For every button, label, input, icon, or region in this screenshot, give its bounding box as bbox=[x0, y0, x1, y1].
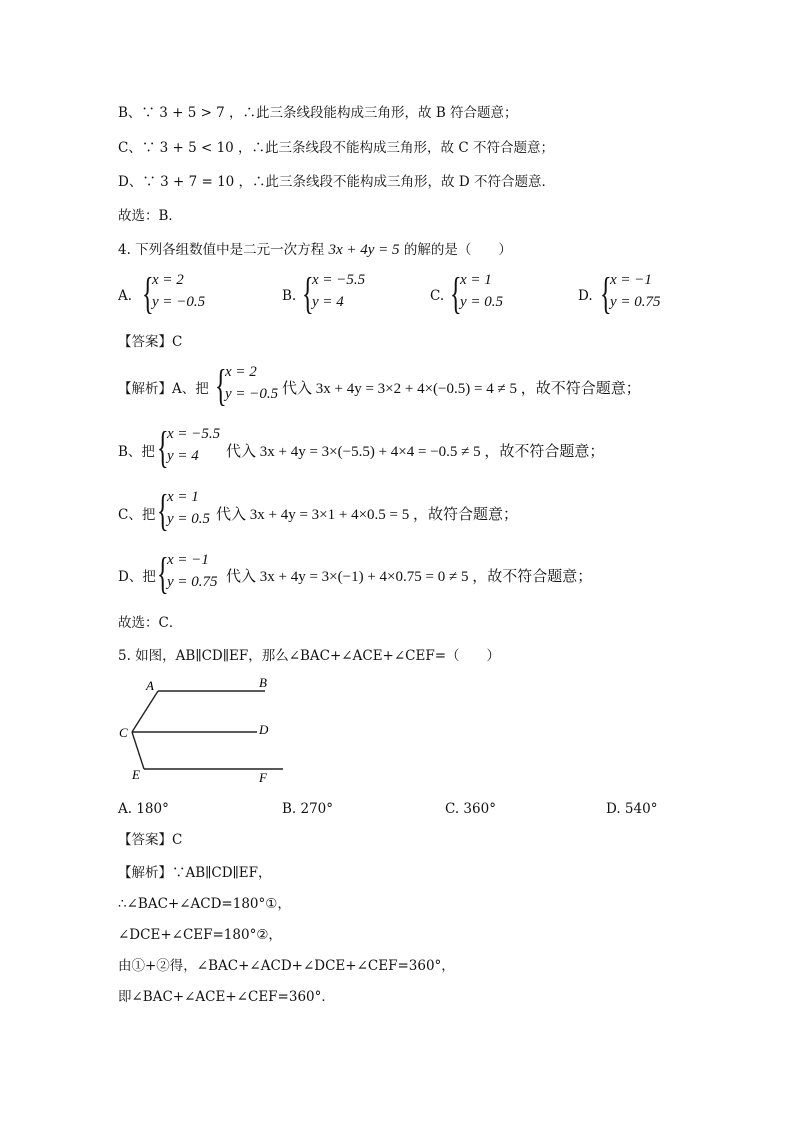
q4-step-c-substitution: 代入 3x + 4y = 3×1 + 4×0.5 = 5 ，故符合题意； bbox=[216, 507, 519, 523]
q5-option-d: D. 540° bbox=[606, 801, 658, 817]
q4-equation: 3x + 4y = 5 bbox=[328, 242, 400, 258]
label-b: B bbox=[259, 675, 267, 690]
q4-step-b-y: y = 4 bbox=[167, 448, 199, 464]
brace-icon: { bbox=[142, 269, 154, 318]
q4-option-b-label: B. bbox=[282, 288, 297, 304]
q4-option-c-label: C. bbox=[430, 288, 445, 304]
brace-icon: { bbox=[215, 361, 227, 410]
q4-step-a-x: x = 2 bbox=[225, 364, 257, 380]
q4-step-d-y: y = 0.75 bbox=[167, 574, 218, 590]
q4-option-b-y: y = 4 bbox=[312, 294, 344, 310]
q4-option-a-x: x = 2 bbox=[152, 272, 184, 288]
q4-step-a-y: y = −0.5 bbox=[225, 386, 279, 402]
q5-analysis-line-4: 由①+②得，∠BAC+∠ACD+∠DCE+∠CEF=360°， bbox=[118, 958, 455, 974]
q4-option-d-label: D. bbox=[578, 288, 593, 304]
label-c: C bbox=[119, 725, 128, 740]
label-d: D bbox=[259, 722, 269, 737]
q5-option-c: C. 360° bbox=[445, 801, 496, 817]
q4-stem-pre: 4. 下列各组数值中是二元一次方程 bbox=[118, 242, 325, 258]
q4-option-a-label: A. bbox=[118, 288, 133, 304]
q4-step-c-x: x = 1 bbox=[167, 489, 199, 505]
q4-choose: 故选：C． bbox=[118, 615, 183, 631]
label-f: F bbox=[259, 770, 267, 785]
q4-option-d-y: y = 0.75 bbox=[610, 294, 661, 310]
q4-step-d-substitution: 代入 3x + 4y = 3×(−1) + 4×0.75 = 0 ≠ 5 ，故不符合题意； bbox=[226, 569, 593, 585]
q4-step-b-prefix: B、把 bbox=[118, 444, 155, 460]
segment-ac bbox=[132, 691, 158, 732]
brace-icon: { bbox=[302, 269, 314, 318]
q4-stem bbox=[118, 241, 512, 259]
brace-icon: { bbox=[450, 269, 462, 318]
q5-stem: 5. 如图，AB∥CD∥EF，那么∠BAC+∠ACE+∠CEF=（ ） bbox=[118, 648, 501, 664]
q4-option-c-y: y = 0.5 bbox=[460, 294, 504, 310]
q5-analysis-line-3: ∠DCE+∠CEF=180°②， bbox=[118, 927, 282, 943]
label-e: E bbox=[132, 767, 140, 782]
brace-icon: { bbox=[157, 486, 169, 535]
segment-ce bbox=[132, 732, 144, 769]
q4-step-c-y: y = 0.5 bbox=[167, 511, 211, 527]
q4-option-b-x: x = −5.5 bbox=[312, 272, 366, 288]
q5-answer: 【答案】C bbox=[118, 832, 183, 848]
choose-b: 故选：B． bbox=[118, 208, 182, 224]
q4-step-c-prefix: C、把 bbox=[118, 507, 156, 523]
solution-line-d: D、∵ 3 + 7 = 10 ，∴此三条线段不能构成三角形，故 D 不符合题意． bbox=[118, 174, 555, 190]
q4-step-b-x: x = −5.5 bbox=[167, 426, 221, 442]
solution-line-c: C、∵ 3 + 5 < 10 ，∴此三条线段不能构成三角形，故 C 不符合题意； bbox=[118, 140, 554, 156]
brace-icon: { bbox=[157, 549, 169, 598]
q4-answer: 【答案】C bbox=[118, 334, 183, 350]
q5-analysis-line-1: 【解析】∵AB∥CD∥EF， bbox=[118, 865, 272, 881]
brace-icon: { bbox=[600, 269, 612, 318]
q5-analysis-line-2: ∴∠BAC+∠ACD=180°①， bbox=[118, 896, 291, 912]
q4-stem-post: 的解的是（ ） bbox=[403, 242, 512, 258]
q5-option-a: A. 180° bbox=[118, 801, 169, 817]
q4-step-a-substitution: 代入 3x + 4y = 3×2 + 4×(−0.5) = 4 ≠ 5 ，故不符合题意； bbox=[282, 381, 641, 397]
q4-step-d-prefix: D、把 bbox=[118, 569, 156, 585]
brace-icon: { bbox=[157, 423, 169, 472]
q4-option-c-x: x = 1 bbox=[460, 272, 492, 288]
q4-step-d-x: x = −1 bbox=[167, 552, 209, 568]
q5-analysis-line-5: 即∠BAC+∠ACE+∠CEF=360°． bbox=[118, 989, 335, 1005]
q5-option-b: B. 270° bbox=[282, 801, 334, 817]
q4-option-a-y: y = −0.5 bbox=[152, 294, 206, 310]
q4-option-d-x: x = −1 bbox=[610, 272, 652, 288]
q4-step-b-substitution: 代入 3x + 4y = 3×(−5.5) + 4×4 = −0.5 ≠ 5 ，故不符合题意； bbox=[226, 444, 605, 460]
label-a: A bbox=[146, 678, 154, 693]
q4-step-a-prefix: 【解析】A、把 bbox=[118, 381, 209, 397]
parallel-lines-figure bbox=[118, 674, 298, 786]
solution-line-b: B、∵ 3 + 5 > 7 ，∴此三条线段能构成三角形，故 B 符合题意； bbox=[118, 105, 518, 121]
